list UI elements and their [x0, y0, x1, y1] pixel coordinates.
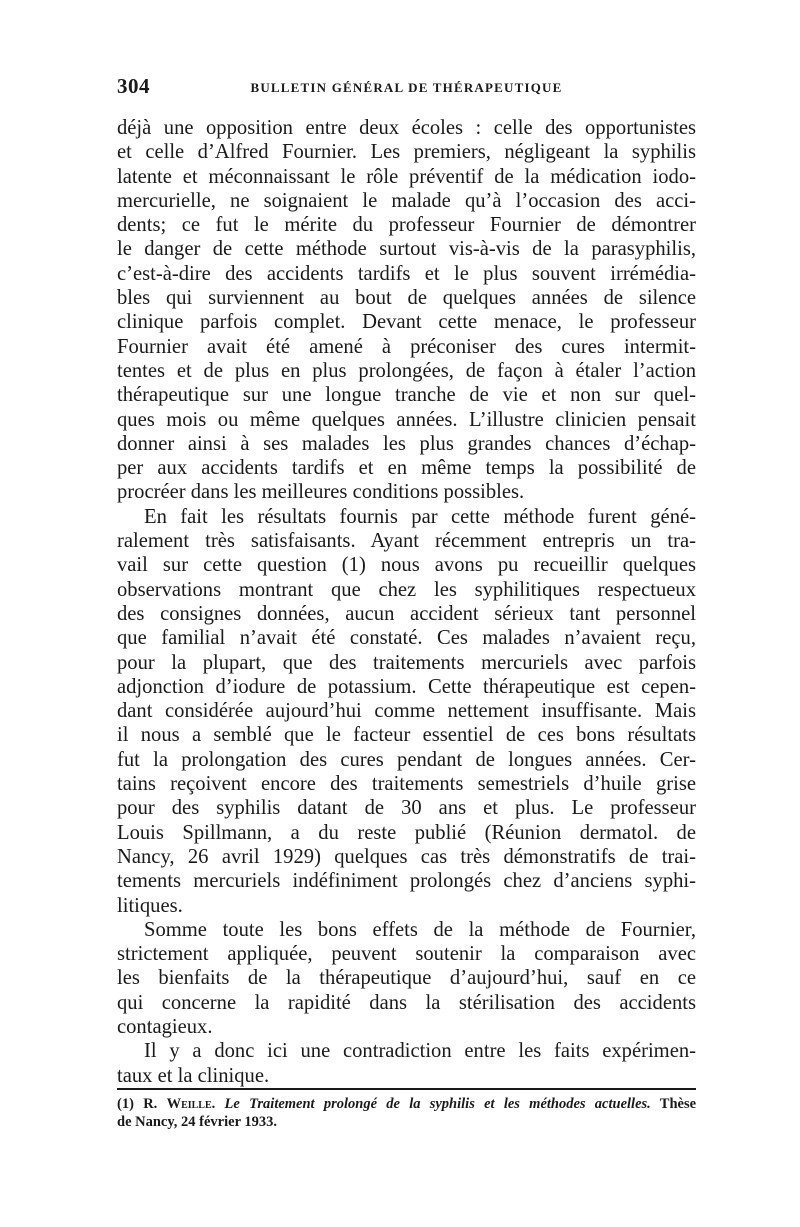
text-line: ralement très satisfaisants. Ayant récemment entrepris un tra- — [117, 530, 696, 553]
text-line: vail sur cette question (1) nous avons pu recueillir quelques — [117, 554, 696, 577]
text-line: il nous a semblé que le facteur essentiel de ces bons résultats — [117, 724, 696, 747]
text-line: le danger de cette méthode surtout vis-à-vis de la parasyphilis, — [117, 238, 696, 261]
text-line: des consignes données, aucun accident sérieux tant personnel — [117, 602, 696, 625]
text-line: déjà une opposition entre deux écoles : celle des opportunistes — [117, 117, 696, 139]
text-line: taux et la clinique. — [117, 1064, 270, 1087]
footnote-line-1 — [117, 1095, 696, 1113]
paragraph-3 — [117, 918, 696, 1039]
text-line: Nancy, 26 avril 1929) quelques cas très démonstratifs de trai- — [117, 845, 696, 868]
text-line: mercurielle, ne soignaient le malade qu’à l’occasion des acci- — [117, 189, 696, 212]
text-line: Fournier avait été amené à préconiser des cures intermit- — [117, 335, 696, 358]
text-line: Louis Spillmann, a du reste publié (Réunion dermatol. de — [117, 821, 696, 844]
body-text — [117, 116, 696, 1088]
footnote — [117, 1095, 696, 1131]
text-line: pour la plupart, que des traitements mercuriels avec parfois — [117, 651, 696, 674]
footnote-rest: Thèse — [659, 1096, 697, 1112]
text-line: fut la prolongation des cures pendant de longues années. Cer- — [117, 748, 696, 771]
footnote-line-2: de Nancy, 24 février 1933. — [117, 1114, 278, 1130]
text-line: procréer dans les meilleures conditions possibles. — [117, 481, 525, 504]
text-line: En fait les résultats fournis par cette méthode furent géné- — [144, 505, 696, 528]
text-line: strictement appliquée, peuvent soutenir la comparaison avec — [117, 943, 696, 966]
page-header — [117, 74, 696, 102]
footnote-marker: (1) — [117, 1096, 134, 1112]
text-line: pour des syphilis datant de 30 ans et plus. Le professeur — [117, 797, 696, 820]
text-line: observations montrant que chez les syphilitiques respectueux — [117, 578, 696, 601]
page-number: 304 — [117, 74, 150, 98]
text-line: tements mercuriels indéfiniment prolongés chez d’anciens syphi- — [117, 870, 696, 893]
text-line: latente et méconnaissant le rôle préventif de la médication iodo- — [117, 165, 696, 188]
text-line: Somme toute les bons effets de la méthode de Fournier, — [144, 918, 696, 941]
footnote-title: Le Traitement prolongé de la syphilis et les méthodes actuelles. — [224, 1096, 651, 1112]
text-line: Il y a donc ici une contradiction entre les faits expérimen- — [144, 1040, 696, 1063]
text-line: que familial n’avait été constaté. Ces malades n’avaient reçu, — [117, 627, 696, 650]
paragraph-1 — [117, 116, 696, 505]
text-line: qui concerne la rapidité dans la stérilisation des accidents — [117, 991, 696, 1014]
text-line: bles qui surviennent au bout de quelques années de silence — [117, 287, 696, 310]
text-line: thérapeutique sur une longue tranche de vie et non sur quel- — [117, 384, 696, 407]
text-line: et celle d’Alfred Fournier. Les premiers, négligeant la syphilis — [117, 141, 696, 164]
text-line: litiques. — [117, 894, 183, 917]
text-line: les bienfaits de la thérapeutique d’aujourd’hui, sauf en ce — [117, 967, 696, 990]
text-line: per aux accidents tardifs et en même temps la possibilité de — [117, 457, 696, 480]
text-line: tains reçoivent encore des traitements semestriels d’huile grise — [117, 773, 696, 796]
text-line: dents; ce fut le mérite du professeur Fournier de démontrer — [117, 214, 696, 237]
text-line: clinique parfois complet. Devant cette menace, le professeur — [117, 311, 696, 334]
text-line: tentes et de plus en plus prolongées, de façon à étaler l’action — [117, 359, 696, 382]
text-line: dant considérée aujourd’hui comme nettement insuffisante. Mais — [117, 700, 696, 723]
paragraph-2 — [117, 505, 696, 918]
footnote-author-initial: R. — [143, 1096, 158, 1112]
footnote-divider — [117, 1088, 696, 1090]
text-line: adjonction d’iodure de potassium. Cette thérapeutique est cepen- — [117, 675, 696, 698]
text-line: c’est-à-dire des accidents tardifs et le plus souvent irrémédia- — [117, 262, 696, 285]
running-title: BULLETIN GÉNÉRAL DE THÉRAPEUTIQUE — [250, 80, 563, 95]
paragraph-4 — [117, 1039, 696, 1088]
text-line: ques mois ou même quelques années. L’illustre clinicien pensait — [117, 408, 696, 431]
footnote-author: Weille. — [166, 1096, 216, 1112]
text-line: donner ainsi à ses malades les plus grandes chances d’échap- — [117, 432, 696, 455]
text-line: contagieux. — [117, 1015, 213, 1038]
